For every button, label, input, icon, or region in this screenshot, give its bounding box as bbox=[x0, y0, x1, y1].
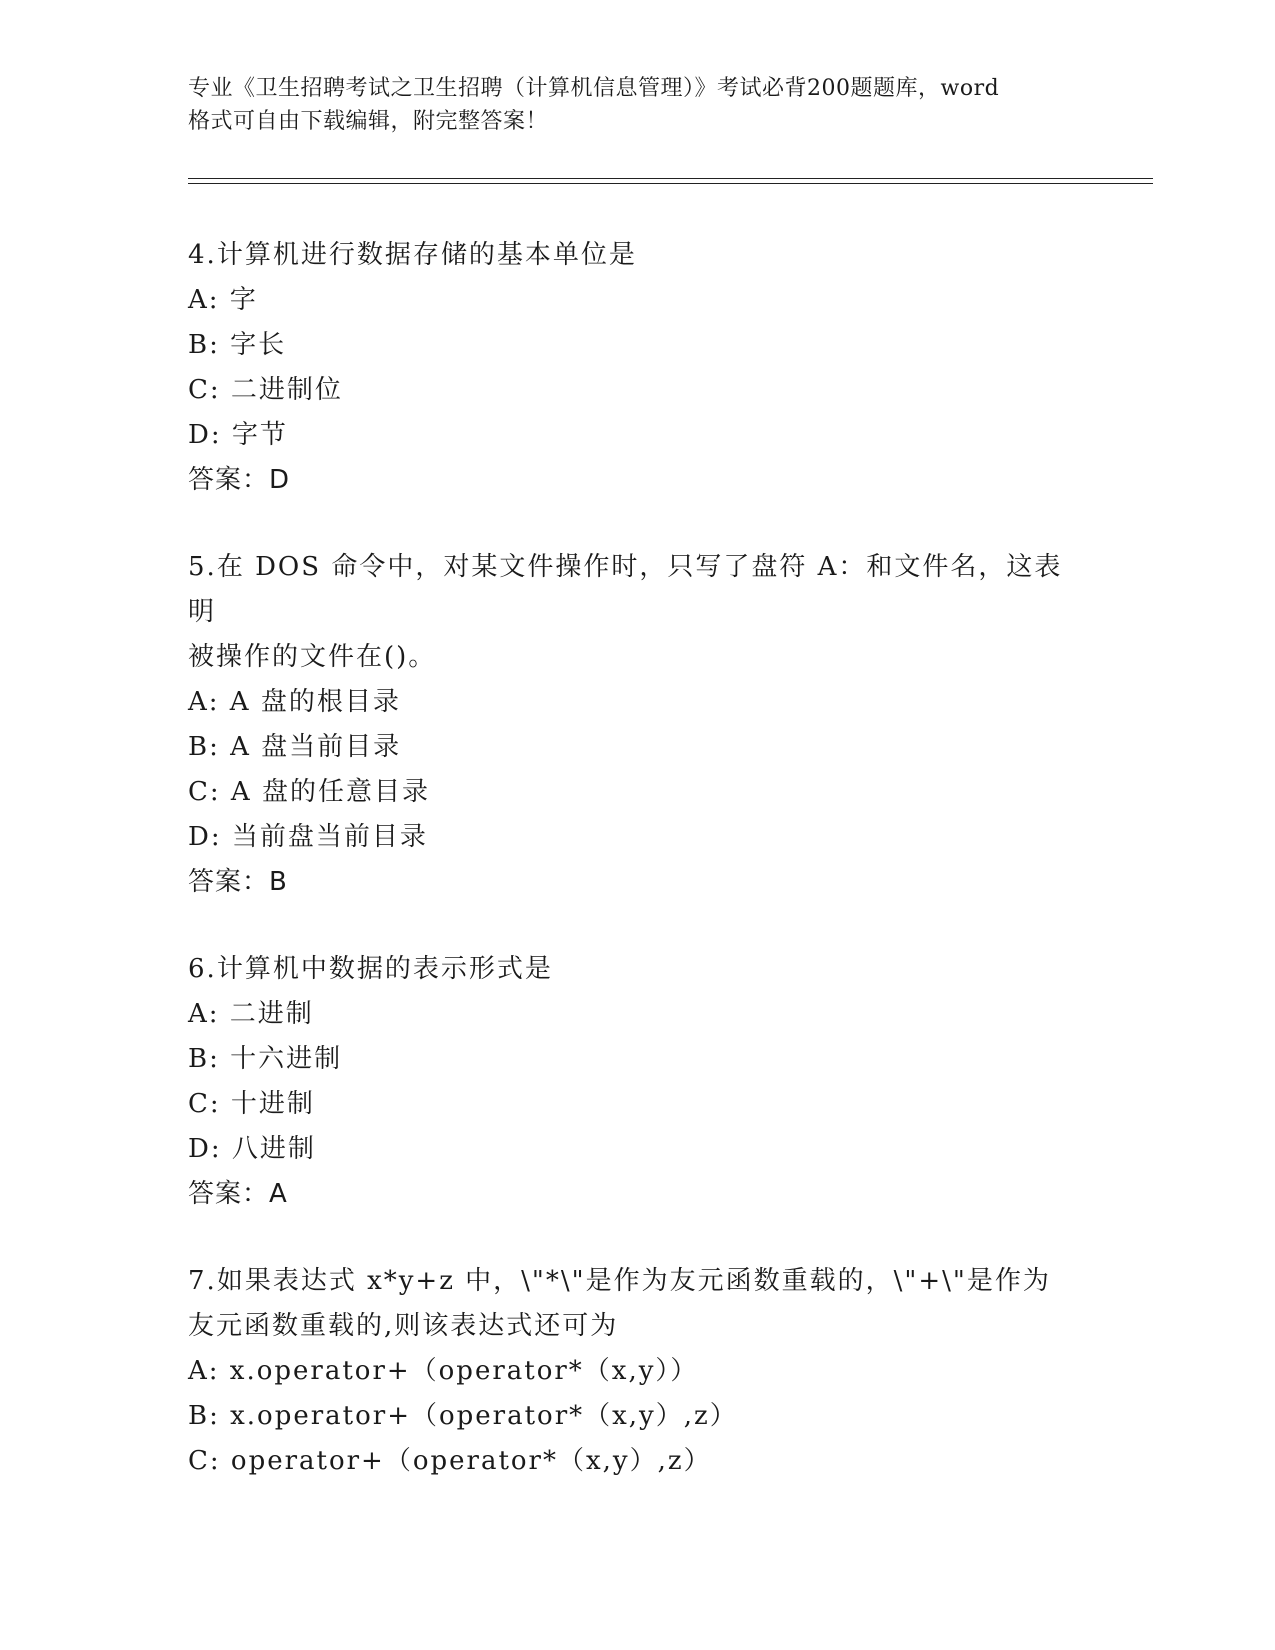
question-text-line: 计算机中数据的表示形式是 bbox=[216, 954, 553, 984]
header-line-2: 格式可自由下载编辑，附完整答案！ bbox=[188, 109, 549, 134]
question-text-continuation: 友元函数重载的,则该表达式还可为 bbox=[188, 1311, 619, 1341]
option-a: A: x.operator+（operator*（x,y）） bbox=[188, 1356, 699, 1386]
question-item bbox=[188, 545, 1088, 905]
question-text bbox=[188, 233, 1088, 278]
question-number: 7. bbox=[188, 1266, 217, 1296]
option-c: C: 二进制位 bbox=[188, 375, 343, 405]
header-line-1: 专业《卫生招聘考试之卫生招聘（计算机信息管理）》考试必背200题题库，word bbox=[188, 76, 1000, 101]
question-number: 4. bbox=[188, 240, 217, 270]
answer-line: 答案：A bbox=[188, 1179, 288, 1209]
option-a: A: A 盘的根目录 bbox=[188, 687, 401, 717]
question-text bbox=[188, 1259, 1088, 1304]
question-list bbox=[188, 233, 1088, 1526]
option-c: C: 十进制 bbox=[188, 1089, 315, 1119]
question-text-line: 计算机进行数据存储的基本单位是 bbox=[216, 240, 637, 270]
option-c: C: A 盘的任意目录 bbox=[188, 777, 430, 807]
option-d: D: 当前盘当前目录 bbox=[188, 822, 428, 852]
question-number: 5. bbox=[188, 552, 217, 582]
answer-line: 答案：D bbox=[188, 465, 291, 495]
document-header bbox=[188, 72, 1088, 138]
header-divider-bottom bbox=[188, 183, 1153, 184]
question-item bbox=[188, 947, 1088, 1217]
option-d: D: 八进制 bbox=[188, 1134, 316, 1164]
question-text bbox=[188, 545, 1088, 635]
question-item bbox=[188, 1259, 1088, 1484]
option-b: B: 字长 bbox=[188, 330, 287, 360]
question-text-line: 如果表达式 x*y+z 中，\"*\"是作为友元函数重载的，\"+\"是作为 bbox=[216, 1266, 1051, 1296]
option-c: C: operator+（operator*（x,y）,z） bbox=[188, 1446, 712, 1476]
option-d: D: 字节 bbox=[188, 420, 288, 450]
header-divider-top bbox=[188, 178, 1153, 179]
option-b: B: A 盘当前目录 bbox=[188, 732, 402, 762]
option-a: A: 二进制 bbox=[188, 999, 314, 1029]
answer-line: 答案：B bbox=[188, 867, 288, 897]
question-text-continuation: 被操作的文件在()。 bbox=[188, 642, 437, 672]
option-b: B: x.operator+（operator*（x,y）,z） bbox=[188, 1401, 738, 1431]
question-text bbox=[188, 947, 1088, 992]
question-number: 6. bbox=[188, 954, 217, 984]
option-a: A: 字 bbox=[188, 285, 258, 315]
question-text-line: 在 DOS 命令中，对某文件操作时，只写了盘符 A：和文件名，这表明 bbox=[188, 552, 1063, 627]
option-b: B: 十六进制 bbox=[188, 1044, 343, 1074]
question-item bbox=[188, 233, 1088, 503]
